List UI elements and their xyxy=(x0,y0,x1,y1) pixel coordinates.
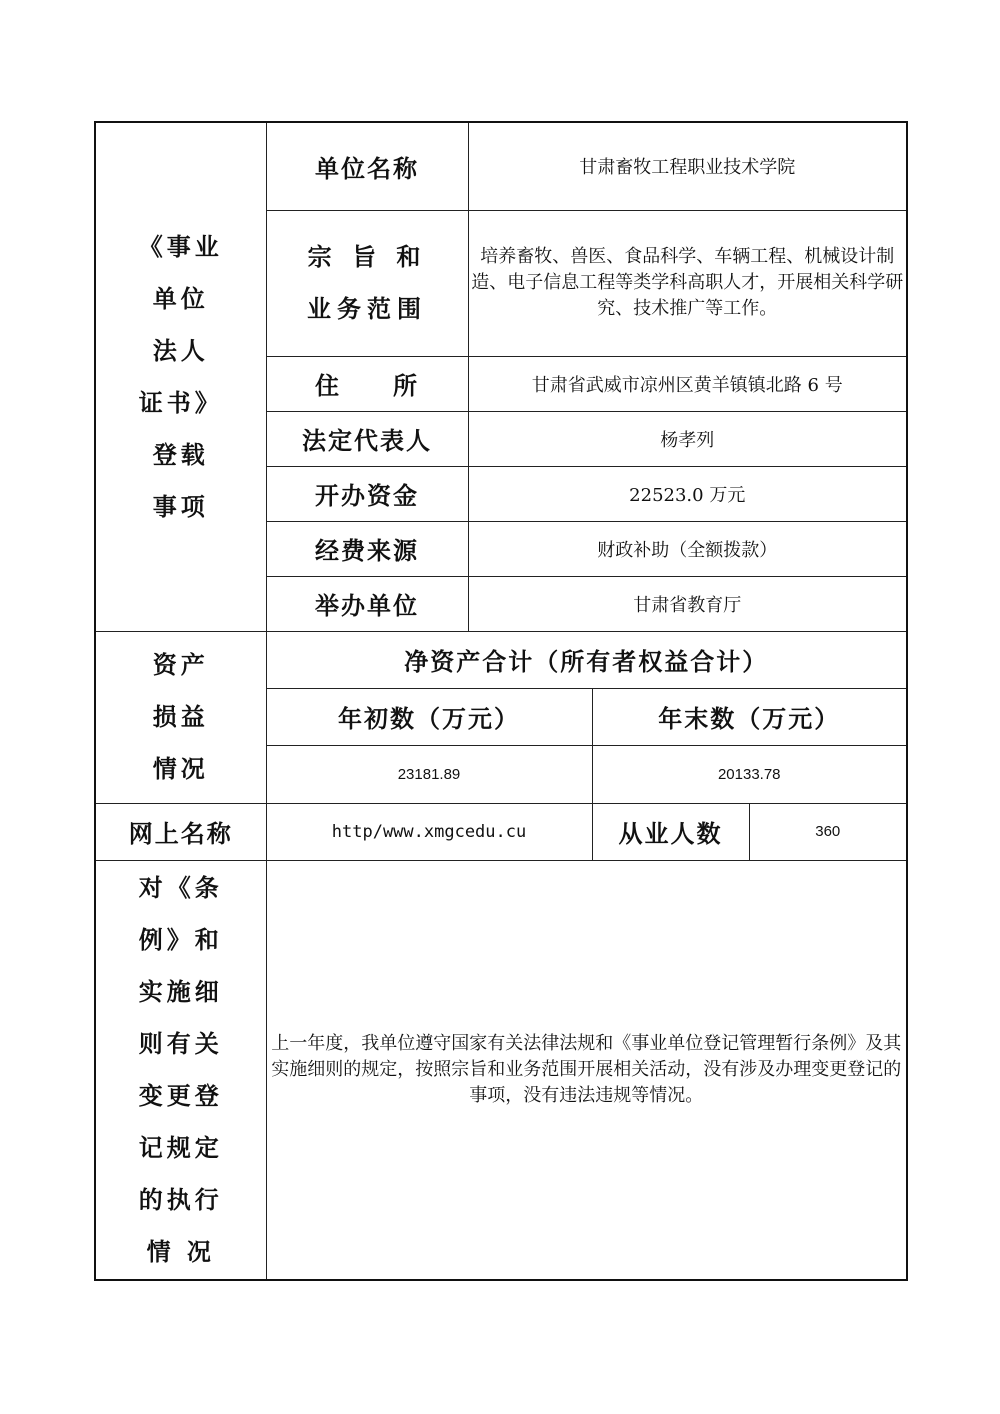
side-label-line: 损益 xyxy=(152,702,209,731)
end-year-label: 年末数（万元） xyxy=(592,688,907,745)
capital-label: 开办资金 xyxy=(266,466,468,521)
side-label-line: 变更登 xyxy=(138,1080,223,1110)
end-year-value: 20133.78 xyxy=(592,745,907,803)
side-label-line: 单位 xyxy=(152,283,209,313)
staff-count-label: 从业人数 xyxy=(592,803,749,860)
sponsor-value: 甘肃省教育厅 xyxy=(468,576,907,631)
side-label-line: 情况 xyxy=(152,754,209,783)
online-name-value: http/www.xmgcedu.cu xyxy=(266,803,592,860)
compliance-section-label xyxy=(95,860,266,1280)
unit-name-value: 甘肃畜牧工程职业技术学院 xyxy=(468,122,907,210)
assets-section-label xyxy=(95,631,266,803)
begin-year-label: 年初数（万元） xyxy=(266,688,592,745)
side-label-line: 情 况 xyxy=(146,1236,215,1266)
side-label-line: 《事业 xyxy=(138,231,223,261)
annual-report-table xyxy=(94,121,908,1281)
address-label: 住 所 xyxy=(266,356,468,411)
unit-name-label: 单位名称 xyxy=(266,122,468,210)
net-assets-header: 净资产合计（所有者权益合计） xyxy=(266,631,907,688)
side-label-line: 法人 xyxy=(152,335,209,365)
begin-year-value: 23181.89 xyxy=(266,745,592,803)
capital-value: 22523.0 万元 xyxy=(468,466,907,521)
purpose-label-line: 宗 旨 和 xyxy=(307,242,427,271)
purpose-label xyxy=(266,210,468,356)
side-label-line: 的执行 xyxy=(138,1184,223,1214)
legal-rep-label: 法定代表人 xyxy=(266,411,468,466)
side-label-line: 登载 xyxy=(152,439,209,469)
registration-section-label xyxy=(95,122,266,631)
sponsor-label: 举办单位 xyxy=(266,576,468,631)
online-name-label: 网上名称 xyxy=(95,803,266,860)
purpose-value: 培养畜牧、兽医、食品科学、车辆工程、机械设计制造、电子信息工程等类学科高职人才，开展相关科学研究、技术推广等工作。 xyxy=(468,210,907,356)
funding-label: 经费来源 xyxy=(266,521,468,576)
side-label-line: 资产 xyxy=(152,650,209,679)
side-label-line: 则有关 xyxy=(138,1028,223,1058)
compliance-text: 上一年度，我单位遵守国家有关法律法规和《事业单位登记管理暂行条例》及其实施细则的规定，按照宗旨和业务范围开展相关活动，没有涉及办理变更登记的事项，没有违法违规等情况。 xyxy=(266,860,907,1280)
staff-count-value: 360 xyxy=(749,803,907,860)
side-label-line: 实施细 xyxy=(138,976,223,1006)
side-label-line: 事项 xyxy=(152,491,209,521)
side-label-line: 记规定 xyxy=(138,1132,223,1162)
legal-rep-value: 杨孝列 xyxy=(468,411,907,466)
side-label-line: 对《条 xyxy=(138,872,223,902)
side-label-line: 例》和 xyxy=(138,924,223,954)
address-value: 甘肃省武威市凉州区黄羊镇镇北路 6 号 xyxy=(468,356,907,411)
side-label-line: 证书》 xyxy=(138,387,223,417)
purpose-label-line: 业务范围 xyxy=(307,294,427,323)
funding-value: 财政补助（全额拨款） xyxy=(468,521,907,576)
